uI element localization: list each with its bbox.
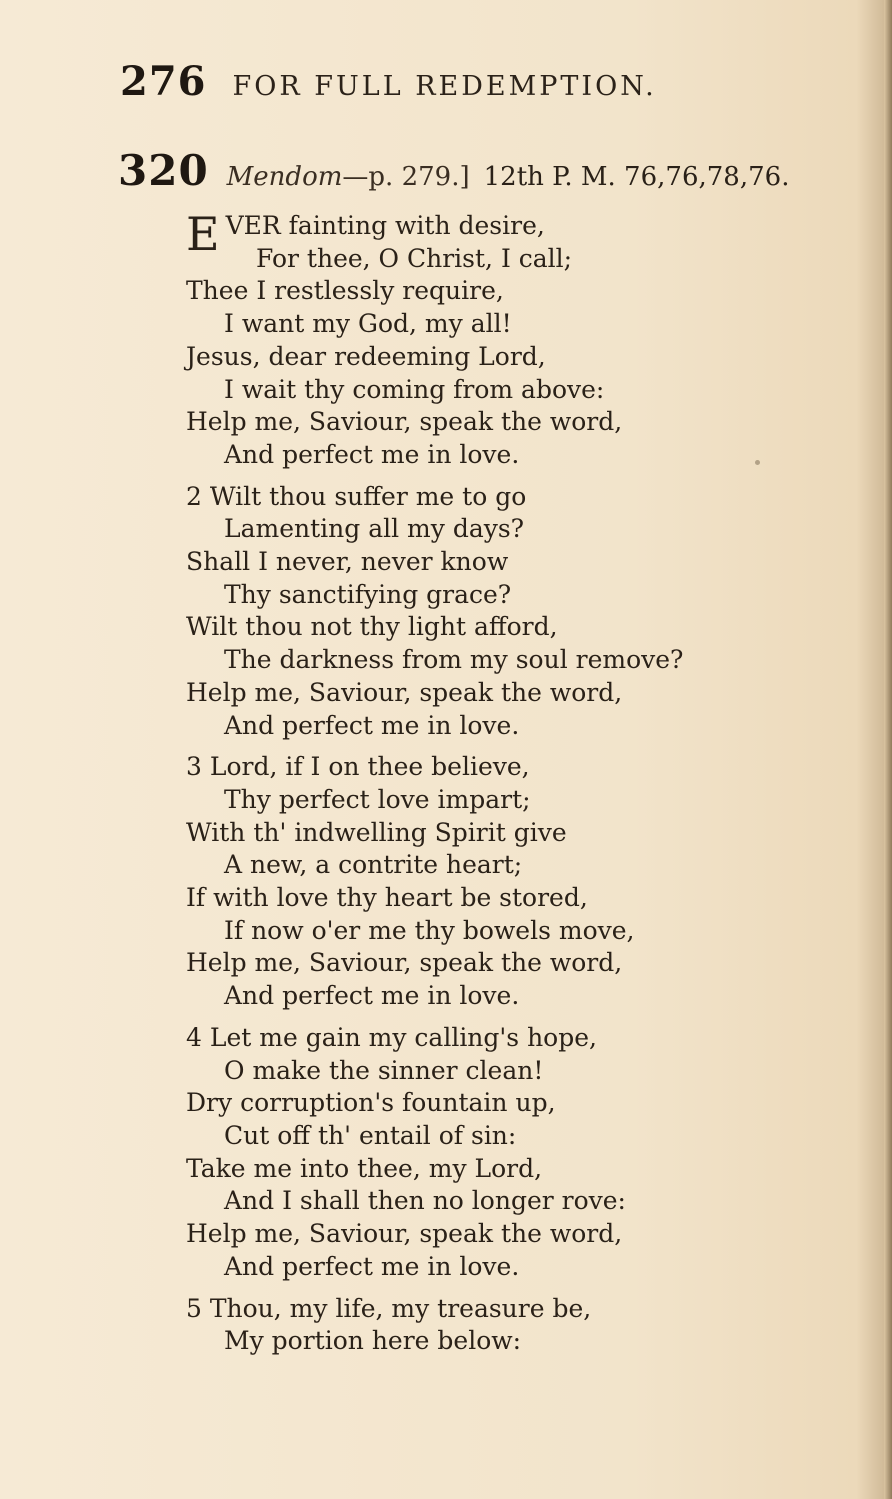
verse-line: Wilt thou not thy light afford, bbox=[186, 612, 558, 642]
hymn-text bbox=[186, 207, 806, 1367]
stanza-2 bbox=[186, 481, 806, 743]
stanza-1 bbox=[186, 207, 806, 472]
verse-line: Jesus, dear redeeming Lord, bbox=[186, 341, 546, 371]
page-number: 276 bbox=[120, 58, 207, 105]
verse-line: For thee, O Christ, I call; bbox=[256, 243, 573, 273]
meter: 12th P. M. 76,76,78,76. bbox=[483, 162, 790, 192]
verse-line: Shall I never, never know bbox=[186, 547, 509, 577]
verse-line: If with love thy heart be stored, bbox=[186, 883, 588, 913]
drop-cap: E bbox=[186, 207, 220, 261]
stanza-5 bbox=[186, 1293, 806, 1358]
page-header bbox=[120, 58, 820, 105]
verse-line: Thee I restlessly require, bbox=[186, 276, 504, 306]
paper-speck bbox=[755, 460, 760, 465]
hymn-heading bbox=[118, 146, 878, 195]
verse-line: Help me, Saviour, speak the word, bbox=[186, 407, 623, 437]
verse-line: And perfect me in love. bbox=[224, 981, 520, 1011]
hymn-number: 320 bbox=[118, 146, 209, 195]
verse-line: Thy sanctifying grace? bbox=[224, 579, 512, 609]
verse-line: O make the sinner clean! bbox=[224, 1055, 544, 1085]
verse-line: My portion here below: bbox=[224, 1326, 522, 1356]
verse-line: A new, a contrite heart; bbox=[224, 850, 523, 880]
tune-page-ref: —p. 279.] bbox=[342, 162, 470, 192]
verse-line: Help me, Saviour, speak the word, bbox=[186, 948, 623, 978]
verse-line: Lamenting all my days? bbox=[224, 514, 525, 544]
verse-line: And I shall then no longer rove: bbox=[224, 1186, 626, 1216]
verse-line: Help me, Saviour, speak the word, bbox=[186, 1219, 623, 1249]
verse-line: 5 Thou, my life, my treasure be, bbox=[186, 1293, 592, 1323]
verse-line: Dry corruption's fountain up, bbox=[186, 1088, 556, 1118]
verse-line: I want my God, my all! bbox=[224, 309, 512, 339]
verse-line: Cut off th' entail of sin: bbox=[224, 1120, 517, 1150]
verse-line: 3 Lord, if I on thee believe, bbox=[186, 752, 530, 782]
verse-line: And perfect me in love. bbox=[224, 439, 520, 469]
page-edge bbox=[884, 0, 892, 1499]
verse-line-text: VER fainting with desire, bbox=[225, 211, 545, 240]
verse-line: Help me, Saviour, speak the word, bbox=[186, 677, 623, 707]
verse-line: 2 Wilt thou suffer me to go bbox=[186, 481, 527, 511]
verse-line: And perfect me in love. bbox=[224, 710, 520, 740]
verse-line: 4 Let me gain my calling's hope, bbox=[186, 1022, 597, 1052]
verse-line: If now o'er me thy bowels move, bbox=[224, 915, 635, 945]
stanza-4 bbox=[186, 1022, 806, 1284]
verse-line: Take me into thee, my Lord, bbox=[186, 1153, 543, 1183]
verse-line: The darkness from my soul remove? bbox=[224, 645, 684, 675]
verse-line: With th' indwelling Spirit give bbox=[186, 817, 567, 847]
verse-line: And perfect me in love. bbox=[224, 1251, 520, 1281]
stanza-3 bbox=[186, 751, 806, 1013]
tune-name: Mendom bbox=[226, 162, 343, 192]
verse-line: I wait thy coming from above: bbox=[224, 374, 605, 404]
running-title: FOR FULL REDEMPTION. bbox=[232, 71, 657, 102]
verse-line: Thy perfect love impart; bbox=[224, 784, 531, 814]
tune-reference bbox=[227, 162, 470, 192]
